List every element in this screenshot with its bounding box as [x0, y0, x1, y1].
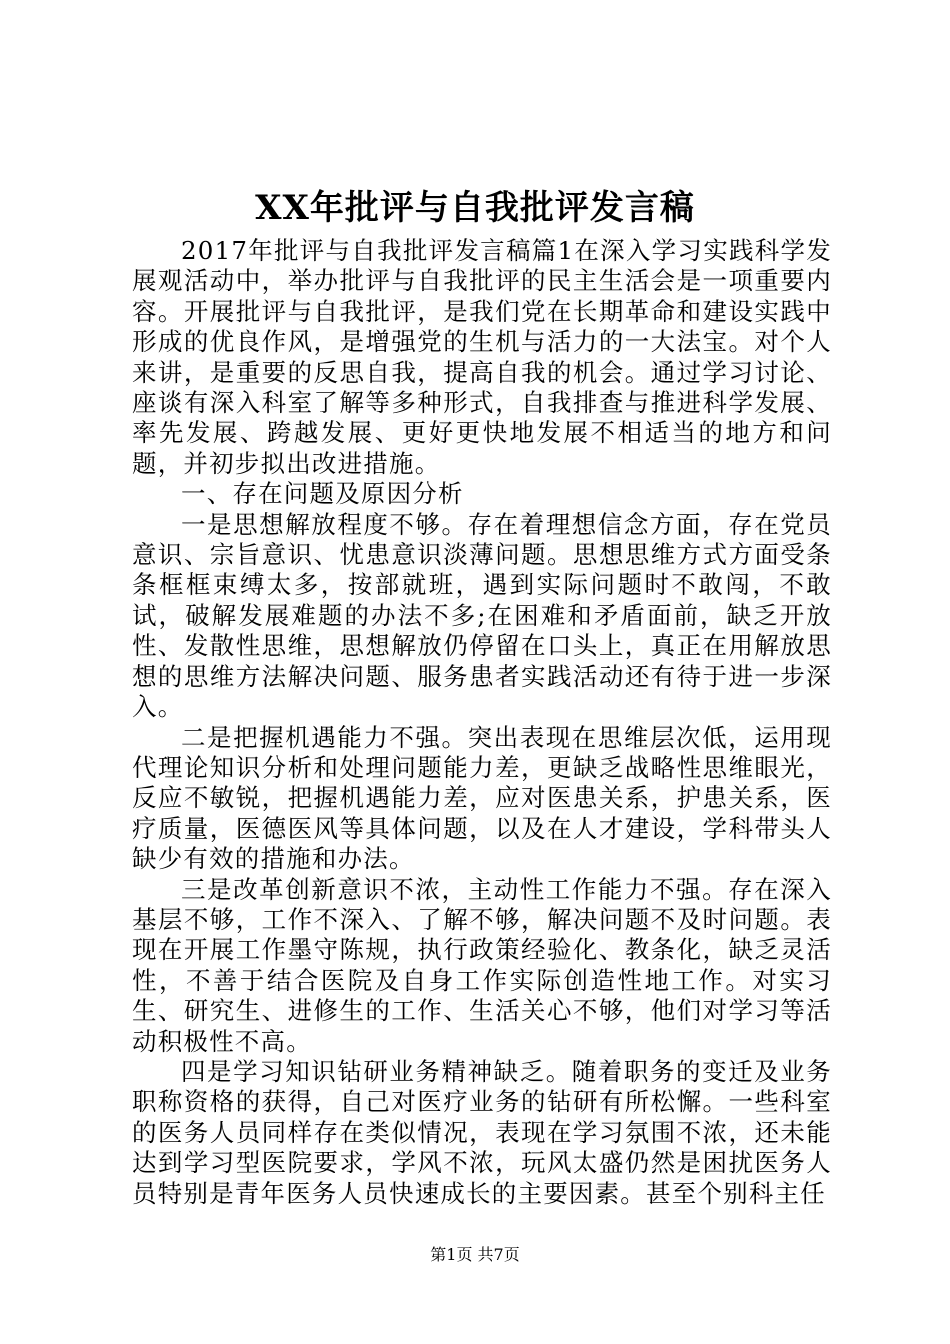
paragraph-intro: 2017年批评与自我批评发言稿篇1在深入学习实践科学发展观活动中，举办批评与自我批评的民主生活会是一项重要内容。开展批评与自我批评，是我们党在长期革命和建设实践中形成的优良作风，是增强党的生机与活力的一大法宝。对个人来讲，是重要的反思自我，提高自我的机会。通过学习讨论、座谈有深入科室了解等多种形式，自我排查与推进科学发展、率先发展、跨越发展、更好更快地发展不相适当的地方和问题，并初步拟出改进措施。	[132, 236, 832, 478]
document-body	[132, 236, 832, 1209]
paragraph-issue-2: 二是把握机遇能力不强。突出表现在思维层次低，运用现代理论知识分析和处理问题能力差，更缺乏战略性思维眼光，反应不敏锐，把握机遇能力差，应对医患关系，护患关系，医疗质量，医德医风等具体问题，以及在人才建设，学科带头人缺少有效的措施和办法。	[132, 722, 832, 874]
section-heading: 一、存在问题及原因分析	[181, 479, 464, 509]
document-title: XX年批评与自我批评发言稿	[255, 188, 695, 228]
paragraph-issue-1: 一是思想解放程度不够。存在着理想信念方面，存在党员意识、宗旨意识、忧患意识淡薄问题。思想思维方式方面受条条框框束缚太多，按部就班，遇到实际问题时不敢闯，不敢试，破解发展难题的办法不多;在困难和矛盾面前，缺乏开放性、发散性思维，思想解放仍停留在口头上，真正在用解放思想的思维方法解决问题、服务患者实践活动还有待于进一步深入。	[132, 509, 832, 722]
page-number-footer: 第1页 共7页	[430, 1245, 520, 1264]
paragraph-issue-4: 四是学习知识钻研业务精神缺乏。随着职务的变迁及业务职称资格的获得，自己对医疗业务的钻研有所松懈。一些科室的医务人员同样存在类似情况，表现在学习氛围不浓，还未能达到学习型医院要求，学风不浓，玩风太盛仍然是困扰医务人员特别是青年医务人员快速成长的主要因素。甚至个别科主任	[132, 1056, 832, 1208]
paragraph-issue-3: 三是改革创新意识不浓，主动性工作能力不强。存在深入基层不够，工作不深入、了解不够，解决问题不及时问题。表现在开展工作墨守陈规，执行政策经验化、教条化，缺乏灵活性，不善于结合医院及自身工作实际创造性地工作。对实习生、研究生、进修生的工作、生活关心不够，他们对学习等活动积极性不高。	[132, 874, 832, 1056]
